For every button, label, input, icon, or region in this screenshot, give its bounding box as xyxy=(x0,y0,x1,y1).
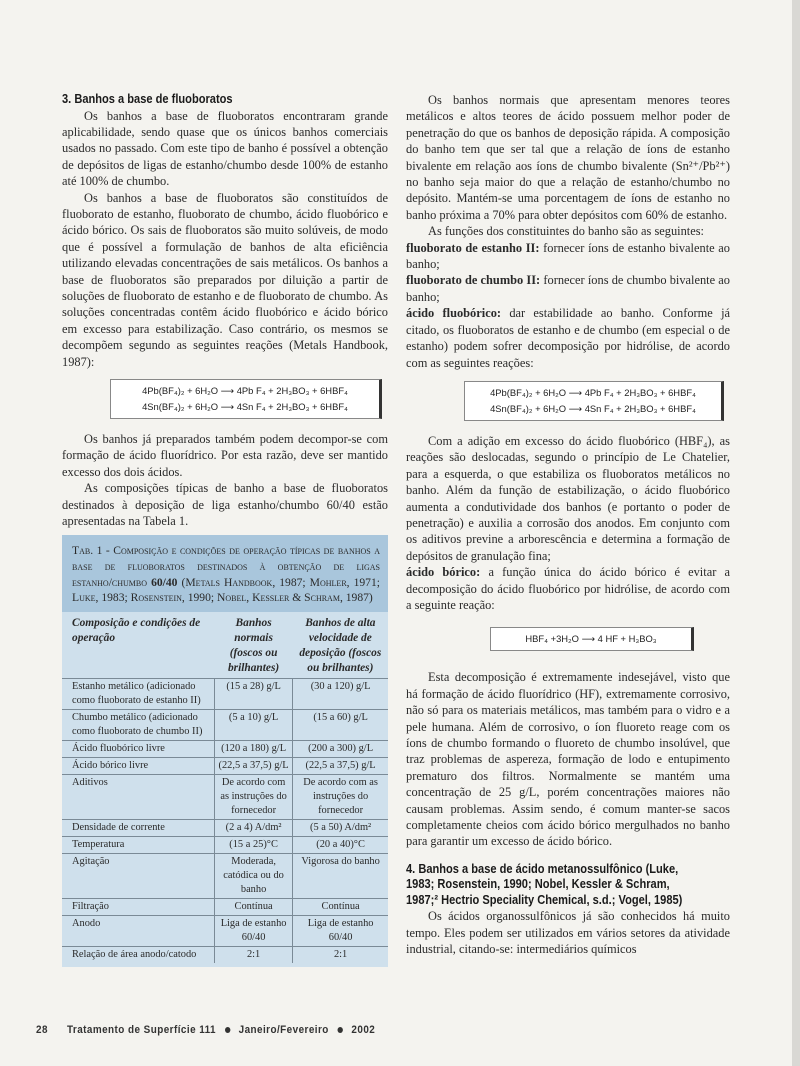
table-cell: De acordo com as instruções do fornecedor xyxy=(215,774,293,819)
definition: fornecer íons de estanho bivalente ao banho; xyxy=(406,240,730,272)
paragraph: Os banhos normais que apresentam menores teores metálicos e altos teores de ácido possuem melhor poder de penetração do que os banhos de deposição rápida. A composição do banho tem que ser tal que a relação de íons de estanho bivalente em relação aos íons de chumbo bivalente (Sn²⁺/Pb²⁺) no banho seja maior do que a relação de estanho/chumbo no depósito. Mantém-se uma porcentagem de íons de estanho no banho próxima a 70% para obter depósitos com 60% de estanho. xyxy=(406,93,730,222)
table-row xyxy=(62,709,388,740)
table-cell: Temperatura xyxy=(62,836,215,853)
table-cell: (15 a 25)°C xyxy=(215,836,293,853)
paragraph: Os banhos a base de fluoboratos encontraram grande aplicabilidade, sendo quase que os únicos banhos comerciais usados no passado. Com este tipo de banho é possível a obtenção de depósitos de ligas de estanho/chumbo desde 100% de estanho até 100% de chumbo. xyxy=(62,108,388,189)
column-header: Composição e condições de operação xyxy=(72,616,201,644)
table-cell: Liga de estanho 60/40 xyxy=(215,915,293,946)
table-cell: 2:1 xyxy=(293,946,388,963)
equation: HBF₄ +3H₂O ⟶ 4 HF + H₃BO₃ xyxy=(525,633,657,645)
table-cell: (5 a 10) g/L xyxy=(215,709,293,740)
equation: 4Sn(BF₄)₂ + 6H₂O ⟶ 4Sn F₄ + 2H₃BO₃ + 6HBF₄ xyxy=(490,402,696,414)
table-cell: Filtração xyxy=(62,898,215,915)
table-cell: (5 a 50) A/dm² xyxy=(293,819,388,836)
function-item xyxy=(406,272,730,305)
issue-year: 2002 xyxy=(351,1024,376,1036)
table-cell: Chumbo metálico (adicionado como fluoborato de chumbo II) xyxy=(62,709,215,740)
term: ácido bórico: xyxy=(406,565,481,580)
table-1 xyxy=(62,535,388,966)
table-cell: (20 a 40)°C xyxy=(293,836,388,853)
term: ácido fluobórico: xyxy=(406,306,502,321)
function-item xyxy=(406,240,730,273)
table-cell: De acordo com as instruções do fornecedor xyxy=(293,774,388,819)
caption-text: (Metals Handbook, 1987; Mohler, 1971; Luke, 1983; Rosenstein, 1990; Nobel, Kessler & Schram, 1987) xyxy=(72,575,380,605)
table-cell: (22,5 a 37,5) g/L xyxy=(215,757,293,774)
paragraph: Com a adição em excesso do ácido fluobórico (HBF₄), as reações são deslocadas, segundo o princípio de Le Chatelier, para a esquerda, o que estabiliza os fluoboratos metálicos no banho. Além da função de estabilização, o ácido fluobórico aumenta a condutividade dos banhos (e portanto o poder de penetração) e auxilia a corrosão dos anodos. Em conjunto com os aditivos previne a arborescência e determina a formação de depósitos de granulação fina; xyxy=(406,433,730,563)
equation-box xyxy=(110,379,382,419)
column-header: Banhos de alta velocidade de deposição (foscos ou brilhantes) xyxy=(299,616,382,674)
table-cell: Anodo xyxy=(62,915,215,946)
table-cell: Relação de área anodo/catodo xyxy=(62,946,215,963)
table-cell: (2 a 4) A/dm² xyxy=(215,819,293,836)
table-cell: Agitação xyxy=(62,853,215,898)
paragraph: Esta decomposição é extremamente indesejável, visto que há formação de ácido fluorídrico (HF), extremamente corrosivo, não só para os materiais metálicos, mas também para o vidro e a pele humana. Além de corrosivo, o íon fluoreto reage com os íons de chumbo formando o fluoreto de chumbo insolúvel, que traz problemas de aspereza, formação de lodo e entupimento prematuro dos filtros. Normalmente se mantém uma concentração de 25 g/L, porém concentrações maiores não causam problemas. Assim sendo, é comum manter-se sacos completamente cheios com ácido bórico mergulhados no banho para garantir um excesso de ácido bórico. xyxy=(406,670,730,849)
table-cell: Liga de estanho 60/40 xyxy=(293,915,388,946)
function-item xyxy=(406,305,730,371)
table-row xyxy=(62,898,388,915)
table-cell: 2:1 xyxy=(215,946,293,963)
paragraph: Os banhos a base de fluoboratos são constituídos de fluoborato de estanho, fluoborato de chumbo, ácido fluobórico e ácido bórico. Os sais de fluoboratos são muito solúveis, de modo que é possível a formulação de banhos de alta eficiência utilizando elevadas concentrações de sais metálicos. Os banhos a base de fluoboratos são preparados por diluição a partir de soluções de fluoborato de estanho e de fluoborato de chumbo. As soluções concentradas contêm ácido fluobórico e ácido bórico em excesso para estabilização. Caso contrário, os mesmos se decompõem segundo as seguintes reações (Metals Handbook, 1987): xyxy=(62,190,388,369)
table-cell: (22,5 a 37,5) g/L xyxy=(293,757,388,774)
table-cell: Ácido bórico livre xyxy=(62,757,215,774)
right-column xyxy=(406,92,730,958)
table-row xyxy=(62,836,388,853)
table-cell: Estanho metálico (adicionado como fluoborato de estanho II) xyxy=(62,678,215,709)
paragraph: As funções dos constituintes do banho são as seguintes: xyxy=(428,224,705,239)
table-row xyxy=(62,678,388,709)
table-row xyxy=(62,757,388,774)
table-row xyxy=(62,819,388,836)
equation: 4Pb(BF₄)₂ + 6H₂O ⟶ 4Pb F₄ + 2H₃BO₃ + 6HBF₄ xyxy=(142,385,348,396)
definition: dar estabilidade ao banho. Conforme já citado, os fluoboratos de estanho e de chumbo (em especial o de estanho) podem sofrer decomposição por hidrólise, de acordo com as seguintes reações: xyxy=(406,306,731,370)
table-row xyxy=(62,946,388,963)
equation: 4Pb(BF₄)₂ + 6H₂O ⟶ 4Pb F₄ + 2H₃BO₃ + 6HBF₄ xyxy=(490,386,696,398)
table-cell: (120 a 180) g/L xyxy=(215,740,293,757)
table-cell: (15 a 60) g/L xyxy=(293,709,388,740)
bullet-icon xyxy=(337,1027,342,1033)
table-caption xyxy=(62,535,388,611)
table-cell: Contínua xyxy=(293,898,388,915)
issue-months: Janeiro/Fevereiro xyxy=(238,1024,329,1036)
left-column xyxy=(62,92,388,967)
table-row xyxy=(62,774,388,819)
definition: fornecer íons de chumbo bivalente ao banho; xyxy=(406,273,731,304)
table-cell: Densidade de corrente xyxy=(62,819,215,836)
section-3-title: 3. Banhos a base de fluoboratos xyxy=(62,92,233,106)
table-cell: (30 a 120) g/L xyxy=(293,678,388,709)
equation: 4Sn(BF₄)₂ + 6H₂O ⟶ 4Sn F₄ + 2H₃BO₃ + 6HBF₄ xyxy=(142,401,348,412)
composition-table xyxy=(62,612,388,963)
paragraph: Os ácidos organossulfônicos já são conhecidos há muito tempo. Eles podem ser utilizados em vários setores da atividade industrial, citando-se: intermediários químicos xyxy=(406,909,730,957)
page-footer xyxy=(36,1024,375,1036)
caption-bold: 60/40 xyxy=(151,575,178,589)
paragraph: As composições típicas de banho a base de fluoboratos destinados à deposição de liga estanho/chumbo 60/40 estão apresentadas na Tabela 1. xyxy=(62,481,388,529)
paragraph: Os banhos já preparados também podem decompor-se com formação de ácido fluorídrico. Por esta razão, deve ser mantido excesso dos dois ácidos. xyxy=(62,432,388,479)
table-cell: (200 a 300) g/L xyxy=(293,740,388,757)
table-cell: Aditivos xyxy=(62,774,215,819)
section-4-title: 4. Banhos a base de ácido metanossulfônico (Luke, 1983; Rosenstein, 1990; Nobel, Kessler & Schram, 1987;² Hectrio Speciality Chemical, s.d.; Vogel, 1985) xyxy=(406,861,683,907)
table-cell: Ácido fluobórico livre xyxy=(62,740,215,757)
function-item xyxy=(406,564,730,613)
equation-box xyxy=(490,627,694,651)
term: fluoborato de chumbo II: xyxy=(406,273,541,288)
caption-text: Tab. 1 - Composição e condições de operação típicas de banhos a base de fluoboratos destinados à obtenção de ligas estanho/chumbo xyxy=(72,544,380,589)
term: fluoborato de estanho II: xyxy=(406,240,540,255)
table-cell: Moderada, catódica ou do banho xyxy=(215,853,293,898)
table-row xyxy=(62,915,388,946)
journal-name: Tratamento de Superfície 111 xyxy=(66,1024,216,1036)
table-cell: Contínua xyxy=(215,898,293,915)
table-row xyxy=(62,853,388,898)
table-cell: (15 a 28) g/L xyxy=(215,678,293,709)
equation-box xyxy=(464,381,724,421)
column-header: Banhos normais (foscos ou brilhantes) xyxy=(227,616,280,674)
bullet-icon xyxy=(225,1027,230,1033)
page-number: 28 xyxy=(36,1024,48,1036)
table-cell: Vigorosa do banho xyxy=(293,853,388,898)
table-row xyxy=(62,740,388,757)
page-edge xyxy=(792,0,800,1066)
definition: a função única do ácido bórico é evitar a decomposição do ácido fluobórico por hidrólise, de acordo com a seguinte reação: xyxy=(406,565,731,612)
